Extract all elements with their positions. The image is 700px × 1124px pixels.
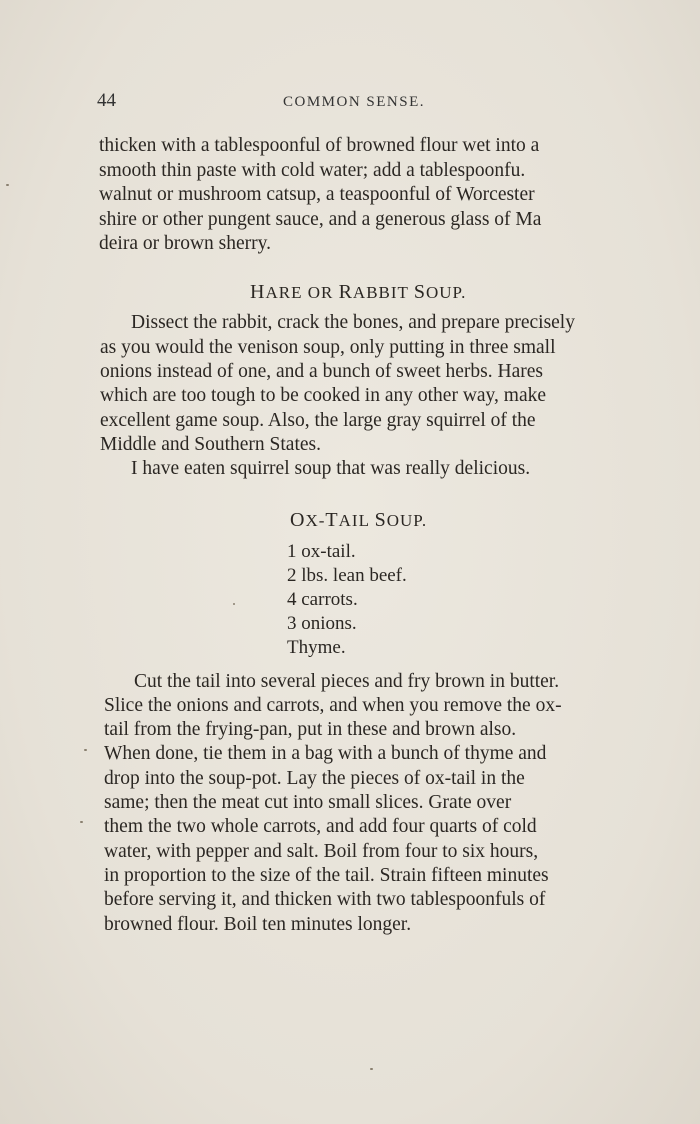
text-line: onions instead of one, and a bunch of sweet herbs. Hares [100,361,543,382]
ingredient-item: Thyme. [287,637,346,658]
page-number: 44 [97,90,116,111]
page-header [97,88,607,118]
heading-initial: H [250,281,266,303]
text-line: as you would the venison soup, only putting in three small [100,337,556,358]
text-line: deira or brown sherry. [99,233,272,254]
text-line: Slice the onions and carrots, and when you remove the ox- [104,695,562,716]
recipe-heading-hare-soup [250,281,466,304]
paper-speck [370,1068,373,1070]
text-line: When done, tie them in a bag with a bunch of thyme and [104,743,547,764]
ingredient-item: 4 carrots. [287,589,358,610]
text-line: in proportion to the size of the tail. Strain fifteen minutes [104,865,549,886]
text-line: Middle and Southern States. [100,434,321,455]
text-line: water, with pepper and salt. Boil from four to six hours, [104,841,539,862]
text-line: Dissect the rabbit, crack the bones, and prepare precisely [131,312,575,333]
text-line: same; then the meat cut into small slices. Grate over [104,792,512,813]
text-line: them the two whole carrots, and add four quarts of cold [104,816,537,837]
text-line: thicken with a tablespoonful of browned flour wet into a [99,135,540,156]
heading-initial: T [325,509,339,531]
paper-speck [233,603,235,605]
heading-initial: S [374,509,387,531]
text-line: excellent game soup. Also, the large gray squirrel of the [100,410,536,431]
text-line: tail from the frying-pan, put in these and brown also. [104,719,517,740]
heading-smallcaps: OUP. [386,511,428,530]
heading-smallcaps: X- [305,511,326,530]
heading-initial: R [338,281,353,303]
ingredient-item: 3 onions. [287,613,357,634]
paper-speck [80,821,83,823]
text-line: smooth thin paste with cold water; add a tablespoonfu. [99,160,526,181]
running-head: COMMON SENSE. [283,94,426,110]
paper-speck [84,749,87,751]
heading-initial: O [290,509,306,531]
heading-smallcaps: ARE OR [265,283,339,302]
recipe-heading-ox-tail-soup [290,509,427,532]
text-line: walnut or mushroom catsup, a teaspoonful of Worcester [99,184,535,205]
text-line: I have eaten squirrel soup that was really delicious. [131,458,531,479]
text-line: drop into the soup-pot. Lay the pieces of ox-tail in the [104,768,525,789]
ingredient-item: 2 lbs. lean beef. [287,565,407,586]
text-line: shire or other pungent sauce, and a generous glass of Ma [99,209,542,230]
heading-smallcaps: AIL [338,511,375,530]
paper-speck [6,184,9,186]
text-line: Cut the tail into several pieces and fry brown in butter. [134,671,560,692]
text-line: before serving it, and thicken with two tablespoonfuls of [104,889,546,910]
heading-initial: S [413,281,426,303]
heading-smallcaps: ABBIT [352,283,414,302]
ingredient-item: 1 ox-tail. [287,541,356,562]
text-line: browned flour. Boil ten minutes longer. [104,914,412,935]
heading-smallcaps: OUP. [426,283,467,302]
text-line: which are too tough to be cooked in any other way, make [100,385,547,406]
